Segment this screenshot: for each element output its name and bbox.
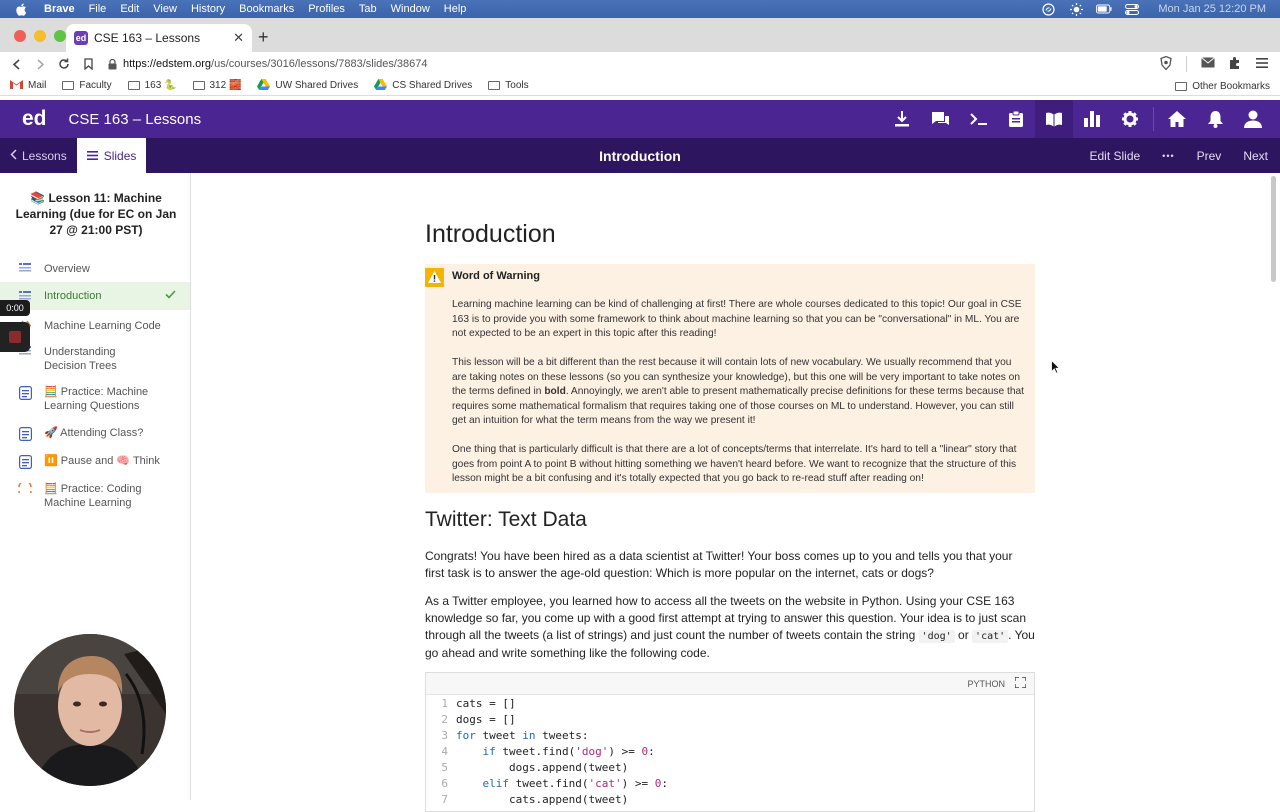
code-line [426,696,1034,712]
window-controls [14,30,66,42]
sidebar-item-practice-coding-ml[interactable] [0,482,190,510]
back-label: Lessons [22,148,67,163]
header-divider [1153,107,1154,131]
ed-favicon-icon: ed [75,33,87,43]
code-text: dogs.append(tweet) [456,761,629,774]
macos-menu-bar [0,0,1280,18]
warning-triangle-icon [425,268,444,287]
menu-history[interactable]: History [190,3,226,15]
new-tab-icon[interactable]: + [258,27,269,47]
bookmark-163[interactable] [128,80,177,91]
line-number: 6 [441,777,448,790]
code-line [426,792,1034,808]
folder-icon [62,81,74,90]
more-options-button[interactable]: ••• [1162,150,1175,161]
menu-tab[interactable]: Tab [358,3,377,15]
folder-icon [128,81,140,90]
slide-title: Introduction [599,147,681,164]
url-host: https://edstem.org [123,58,212,70]
line-number: 5 [441,761,448,774]
header-toolbar [883,100,1280,138]
user-avatar-icon[interactable] [1234,100,1272,138]
code-line [426,776,1034,792]
code-block-header [426,673,1034,695]
mouse-cursor-icon [1051,360,1060,379]
settings-gear-icon[interactable] [1111,100,1149,138]
code-block [425,672,1035,812]
browser-extensions [1160,52,1268,76]
minimize-window-button[interactable] [34,30,46,42]
brightness-icon[interactable] [1068,3,1084,15]
close-window-button[interactable] [14,30,26,42]
url-path: /us/courses/3016/lessons/7883/slides/38674 [211,58,428,70]
folder-icon [488,81,500,90]
ed-logo[interactable]: ed [22,107,47,130]
bookmark-tools[interactable] [488,80,528,91]
menu-bar-status-area [1040,0,1266,18]
url-field[interactable] [108,58,428,70]
text-span: This lesson will be a bit different than the rest because it will contain lots of new vocabulary. We usually recommend that you are taking notes on these lessons (so you can synthesize your knowledge), but this one will be very important to take notes on the terms defined in [452,357,1020,397]
quiz-icon [17,455,33,469]
notifications-bell-icon[interactable] [1196,100,1234,138]
text-span: or [954,628,973,642]
analytics-chart-icon[interactable] [1073,100,1111,138]
quiz-icon [17,427,33,441]
code-lines[interactable] [426,695,1034,808]
menu-bar-clock[interactable]: Mon Jan 25 12:20 PM [1158,3,1266,15]
inline-code: 'dog' [919,630,955,643]
bookmark-label: Tools [505,80,529,91]
list-icon [87,149,98,163]
gmail-icon [10,79,23,92]
forward-icon[interactable] [28,59,52,70]
code-text: cats.append(tweet) [456,793,629,806]
webcam-person-image [14,634,166,786]
paragraph-1: Congrats! You have been hired as a data scientist at Twitter! Your boss comes up to you and tells you that your first task is to answer the age-old question: Which is more popular on the internet, cats or dogs? [425,549,1013,580]
terminal-icon[interactable] [959,100,997,138]
code-text: dogs = [] [456,713,516,726]
sidebar-item-practice-ml-questions[interactable] [0,385,190,413]
folder-icon [193,81,205,90]
line-number: 2 [441,713,448,726]
code-text: if tweet.find('dog') >= 0: [482,745,655,758]
webcam-overlay [14,634,166,786]
menu-window[interactable]: Window [390,3,430,15]
browser-tab-strip [0,18,1280,52]
control-center-icon[interactable] [1124,3,1140,15]
back-to-lessons-button[interactable] [10,149,67,163]
sidebar-item-overview[interactable] [0,262,190,276]
text-span: . You go ahead and write something like the following code. [425,628,1035,660]
inline-code: 'cat' [972,630,1008,643]
sidebar-item-attending-class[interactable] [0,426,190,441]
battery-icon[interactable] [1096,3,1112,15]
lessons-book-icon[interactable] [1035,100,1073,138]
course-title[interactable]: CSE 163 – Lessons [68,110,202,128]
code-line [426,712,1034,728]
reload-icon[interactable] [52,58,76,70]
bookmark-label: UW Shared Drives [275,80,359,91]
browser-tab-active[interactable] [66,24,252,52]
slides-toggle-button[interactable] [77,138,147,173]
mail-extension-icon[interactable] [1201,57,1215,71]
code-line [426,744,1034,760]
sidebar-item-label: Introduction [44,290,102,302]
sidebar-item-label: ⏸️ Pause and 🧠 Think [44,455,160,467]
paragraph-2 [425,593,1035,662]
home-icon[interactable] [1158,100,1196,138]
next-slide-button[interactable]: Next [1243,148,1268,163]
edit-slide-button[interactable]: Edit Slide [1089,148,1141,163]
expand-fullscreen-icon[interactable] [1015,677,1026,690]
stop-icon [9,331,21,343]
bookmark-label: Mail [28,80,47,91]
bookmark-cs-shared-drives[interactable] [374,79,472,93]
warning-title: Word of Warning [452,270,540,282]
brave-shield-icon[interactable] [1160,56,1172,73]
bookmark-faculty[interactable] [62,80,111,91]
code-line [426,728,1034,744]
google-drive-icon [374,79,387,93]
clipboard-icon[interactable] [997,100,1035,138]
maximize-window-button[interactable] [54,30,66,42]
back-icon[interactable] [4,59,28,70]
code-language-label: PYTHON [967,678,1005,689]
quiz-icon [17,386,33,400]
bookmark-mail[interactable] [10,79,46,92]
document-icon [17,263,33,274]
sidebar-item-label: Overview [44,263,90,275]
bookmark-label: 312 🧱 [209,80,242,91]
bookmark-label: CS Shared Drives [392,80,473,91]
lesson-title: 📚 Lesson 11: Machine Learning (due for EC on Jan 27 @ 21:00 PST) [15,191,177,237]
bookmark-label: Faculty [79,80,112,91]
sidebar-item-label: Understanding Decision Trees [44,346,117,372]
prev-slide-button[interactable]: Prev [1196,148,1222,163]
sidebar-item-pause-and-think[interactable] [0,454,190,469]
code-line [426,760,1034,776]
warning-paragraph-1: Learning machine learning can be kind of challenging at first! There are whole courses dedicated to this topic! Our goal in CSE 163 is to provide you with some framework to think about machine learning so that you can be "conversational" in ML. You are not expected to be an expert in this topic after this reading! [452,299,1022,339]
bookmark-label: 163 🐍 [144,80,177,91]
sidebar-item-label: 🧮 Practice: Machine Learning Questions [44,386,149,412]
bookmark-page-icon[interactable] [76,58,100,70]
warning-callout [425,264,1035,493]
tab-title: CSE 163 – Lessons [94,31,201,45]
code-text: cats = [] [456,697,516,710]
bookmark-uw-shared-drives[interactable] [257,79,358,93]
folder-icon [1175,82,1187,91]
menu-view[interactable]: View [153,3,177,15]
checkmark-icon [165,289,176,303]
page-scrollbar[interactable] [1271,176,1276,282]
lock-icon [108,59,117,70]
slide-actions [1089,138,1268,173]
line-number: 3 [441,729,448,742]
page-heading: Introduction [425,220,556,248]
bookmark-312[interactable] [193,80,242,91]
extensions-puzzle-icon[interactable] [1229,56,1242,72]
creative-cloud-icon[interactable] [1040,3,1056,15]
ed-header [0,100,1280,138]
bookmarks-bar [0,76,1280,96]
menu-help[interactable]: Help [443,3,467,15]
sidebar-item-label: 🚀 Attending Class? [44,427,144,439]
section-heading: Twitter: Text Data [425,508,587,531]
discussion-icon[interactable] [921,100,959,138]
slides-label: Slides [103,148,137,163]
tab-close-icon[interactable]: ✕ [233,30,244,45]
bold-text: bold [544,386,566,397]
menu-profiles[interactable]: Profiles [308,3,345,15]
apple-icon[interactable] [16,3,30,16]
bookmark-other[interactable] [1175,76,1270,96]
download-icon[interactable] [883,100,921,138]
line-number: 1 [441,697,448,710]
browser-toolbar [0,52,1280,76]
line-number: 4 [441,745,448,758]
menu-file[interactable]: File [88,3,107,15]
bookmark-label: Other Bookmarks [1192,80,1270,92]
line-number: 7 [441,793,448,806]
stop-recording-button[interactable] [0,322,30,352]
challenge-icon [17,483,33,493]
sidebar-item-label: 🧮 Practice: Coding Machine Learning [44,483,142,509]
lesson-subheader [0,138,1280,173]
recording-timer: 0:00 [0,300,30,316]
chevron-left-icon [10,149,17,163]
sidebar-item-label: Machine Learning Code [44,320,161,332]
menu-edit[interactable]: Edit [120,3,140,15]
code-text: for tweet in tweets: [456,729,589,742]
warning-paragraph-2 [452,356,1026,429]
menu-hamburger-icon[interactable] [1256,58,1268,71]
text-span: . Annoyingly, we aren't able to present mathematically precise definitions for these terms because that requires some mathematical formalism that requires taking one of those courses on ML to understand. However, you can still get an intuition for what the term means from the way we present it! [452,386,1024,426]
warning-paragraph-3: One thing that is particularly difficult is that there are a lot of concepts/terms that interrelate. It's hard to tell a "linear" story that goes from point A to point B without hitting something we haven't heard before. We want to recognize that the structure of this lesson might be a bit confusing and it's totally expected that you go back to re-read stuff after reading on! [452,444,1017,484]
menu-bookmarks[interactable]: Bookmarks [239,3,295,15]
menu-app-name[interactable]: Brave [44,3,75,15]
google-drive-icon [257,79,270,93]
code-text: elif tweet.find('cat') >= 0: [482,777,668,790]
text-span: As a Twitter employee, you learned how to access all the tweets on the website in Python. Using your CSE 163 knowledge so far, you come up with a good first attempt at trying to answer this question. Your idea is to just scan through all the tweets (a list of strings) and just count the number of tweets contain the string [425,594,1027,642]
